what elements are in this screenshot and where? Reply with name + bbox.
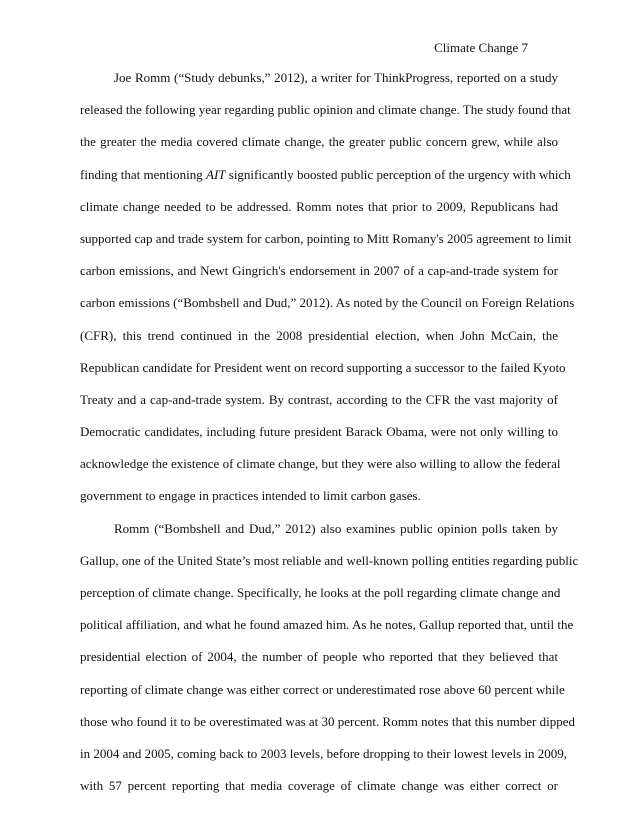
italic-title-ait: AIT bbox=[206, 166, 226, 182]
text-line: acknowledge the existence of climate change, but they were also willing to allow the federal bbox=[80, 456, 561, 472]
text-line: perception of climate change. Specifically, he looks at the poll regarding climate change and bbox=[80, 585, 561, 600]
text-line: reporting of climate change was either correct or underestimated rose above 60 percent while bbox=[80, 681, 565, 697]
text-line: Republican candidate for President went on record supporting a successor to the failed Kyoto bbox=[80, 359, 566, 375]
body-text bbox=[80, 62, 579, 802]
text-line: released the following year regarding public opinion and climate change. The study found that bbox=[80, 102, 571, 118]
text-segment: significantly boosted public perception of the urgency with which bbox=[225, 166, 571, 182]
text-line: Gallup, one of the United State’s most reliable and well-known polling entities regarding public bbox=[80, 552, 579, 568]
text-line: with 57 percent reporting that media coverage of climate change was either correct or bbox=[80, 778, 558, 794]
text-line: the greater the media covered climate change, the greater public concern grew, while also bbox=[80, 134, 558, 150]
text-line-with-italic bbox=[80, 159, 571, 191]
text-line: Treaty and a cap-and-trade system. By contrast, according to the CFR the vast majority of bbox=[80, 391, 558, 407]
paragraph-1 bbox=[80, 62, 575, 513]
text-line: carbon emissions, and Newt Gingrich's endorsement in 2007 of a cap-and-trade system for bbox=[80, 263, 558, 279]
text-line: climate change needed to be addressed. Romm notes that prior to 2009, Republicans had bbox=[80, 198, 558, 214]
text-line: Romm (“Bombshell and Dud,” 2012) also examines public opinion polls taken by bbox=[114, 520, 558, 536]
text-line: Joe Romm (“Study debunks,” 2012), a writer for ThinkProgress, reported on a study bbox=[114, 70, 558, 85]
text-line: those who found it to be overestimated was at 30 percent. Romm notes that this number dipped bbox=[80, 713, 575, 729]
text-line: (CFR), this trend continued in the 2008 presidential election, when John McCain, the bbox=[80, 327, 558, 343]
text-line: in 2004 and 2005, coming back to 2003 levels, before dropping to their lowest levels in 2009, bbox=[80, 745, 568, 761]
text-line: presidential election of 2004, the number of people who reported that they believed that bbox=[80, 649, 558, 665]
paragraph-2 bbox=[80, 513, 579, 803]
text-line: supported cap and trade system for carbon, pointing to Mitt Romany's 2005 agreement to limit bbox=[80, 230, 572, 246]
text-line: political affiliation, and what he found amazed him. As he notes, Gallup reported that, until the bbox=[80, 617, 574, 633]
text-line: Democratic candidates, including future president Barack Obama, were not only willing to bbox=[80, 424, 558, 440]
text-line: carbon emissions (“Bombshell and Dud,” 2012). As noted by the Council on Foreign Relations bbox=[80, 295, 575, 311]
text-segment: finding that mentioning bbox=[80, 166, 207, 182]
running-head: Climate Change 7 bbox=[434, 40, 528, 55]
text-line: government to engage in practices intended to limit carbon gases. bbox=[80, 488, 421, 504]
